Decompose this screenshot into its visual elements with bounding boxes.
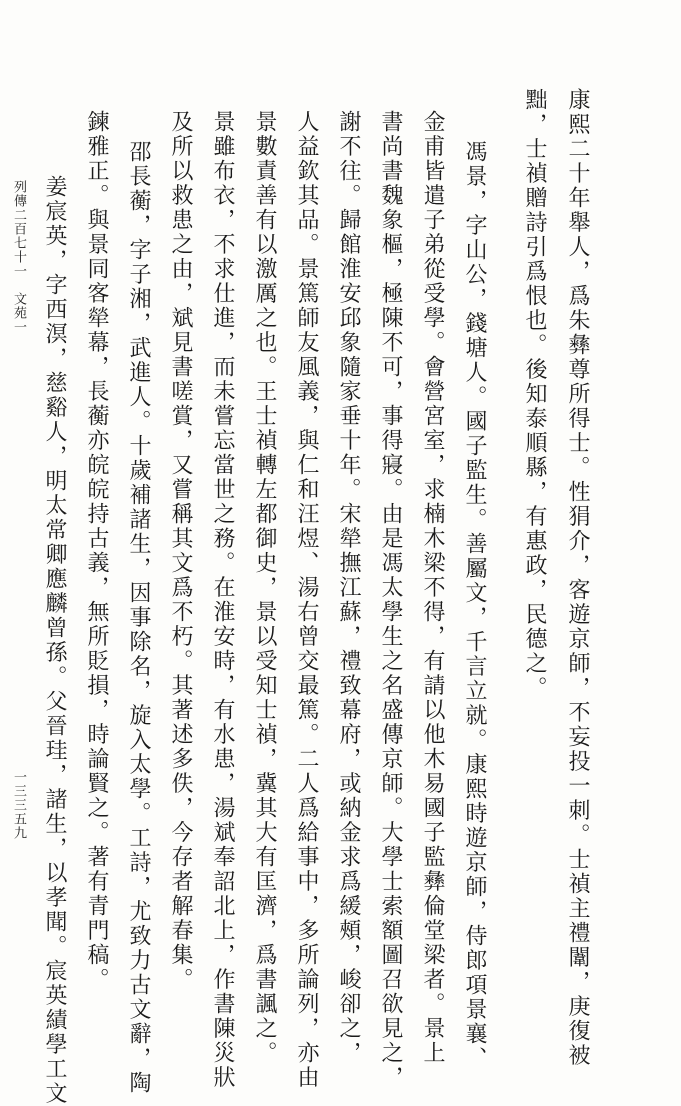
text-column: 黜，士禎贈詩引爲恨也。後知泰順縣，有惠政，民德之。 — [522, 88, 547, 701]
page-number: 一三三五九 — [11, 770, 26, 840]
text-column: 邵長蘅，字子湘，武進人。十歲補諸生，因事除名，旋入太學。工詩，尤致力古文辭，陶 — [126, 140, 151, 1096]
text-column: 金甫皆遣子弟從受學。會營宮室，求楠木梁不得，有請以他木易國子監彝倫堂梁者。景上 — [420, 110, 445, 1066]
running-title: 列傳二百七十一 文苑一 — [11, 180, 26, 334]
text-column: 人益欽其品。景篤師友風義，與仁和汪煜、湯右曾交最篤。二人爲給事中，多所論列，亦由 — [294, 110, 319, 1090]
text-column: 景雖布衣，不求仕進，而未嘗忘當世之務。在淮安時，有水患，湯斌奉詔北上，作書陳災狀 — [210, 110, 235, 1090]
text-column: 馮景，字山公，錢塘人。國子監生。善屬文，千言立就。康熙時遊京師，侍郎項景襄、 — [462, 140, 487, 1071]
text-column: 姜宸英，字西溟，慈谿人，明太常卿應麟曾孫。父晉珪，諸生，以孝聞。宸英績學工文 — [42, 175, 67, 1106]
text-column: 及所以救患之由，斌見書嗟賞，又嘗稱其文爲不朽。其著述多佚，今存者解春集。 — [168, 110, 193, 992]
text-column: 康熙二十年舉人，爲朱彝尊所得士。性狷介，客遊京師，不妄投一刺。士禎主禮闈，庚復被 — [565, 88, 590, 1068]
text-column: 鍊雅正。與景同客犖幕，長蘅亦皖皖持古義，無所貶損，時論賢之。著有青門稿。 — [84, 110, 109, 992]
text-column: 景數責善有以激厲之也。王士禎轉左都御史，景以受知士禎，冀其大有匡濟，爲書諷之。 — [252, 110, 277, 1066]
text-column: 謝不往。歸館淮安邱象隨家垂十年。宋犖撫江蘇，禮致幕府，或納金求爲緩頰，峻卻之， — [336, 110, 361, 1066]
text-column: 書尚書魏象樞，極陳不可，事得寢。由是馮太學生之名盛傳京師。大學士索額圖召欲見之， — [378, 110, 403, 1090]
